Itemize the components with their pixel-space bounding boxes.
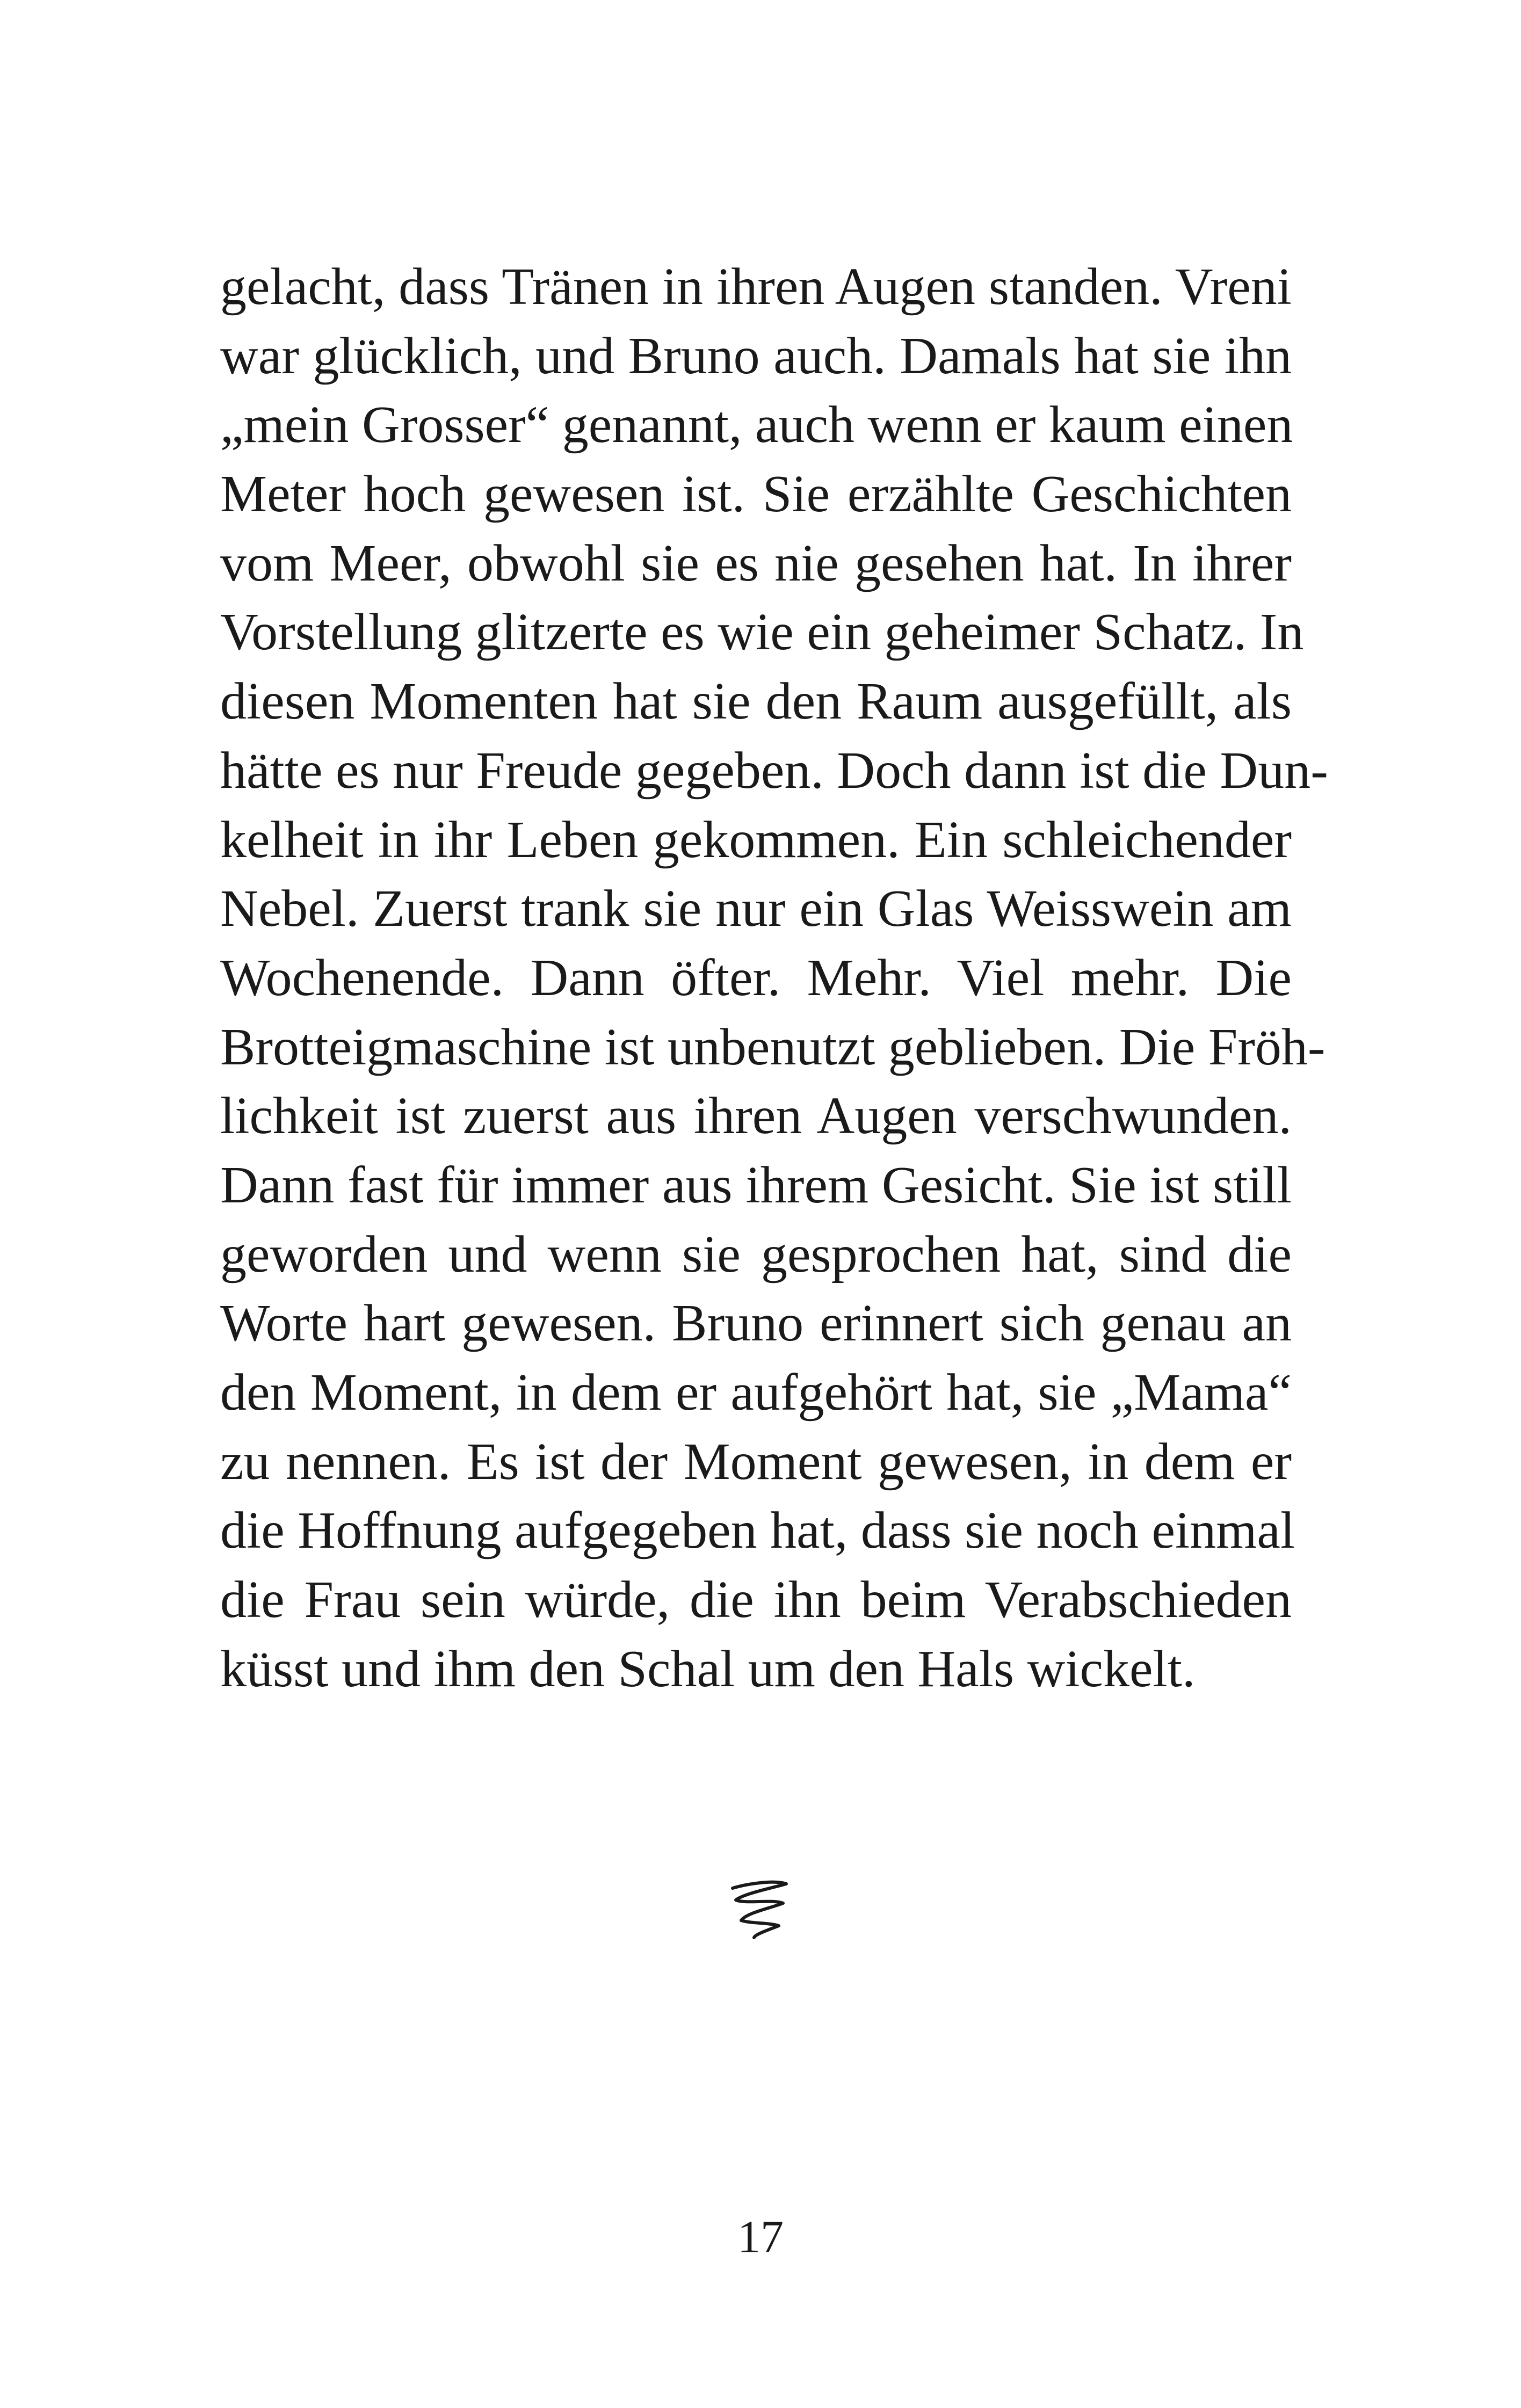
text-line: Wochenende. Dann öfter. Mehr. Viel mehr. Die xyxy=(220,948,1292,1007)
text-line: geworden und wenn sie gesprochen hat, sind die xyxy=(220,1225,1292,1283)
text-line: Vorstellung glitzerte es wie ein geheimer Schatz. In xyxy=(220,603,1304,662)
text-line: gelacht, dass Tränen in ihren Augen standen. Vreni xyxy=(220,258,1292,316)
text-line: Dann fast für immer aus ihrem Gesicht. Sie ist still xyxy=(220,1156,1292,1214)
page-number: 17 xyxy=(737,2211,784,2262)
text-line: Brotteigmaschine ist unbenutzt geblieben. Die Fröh- xyxy=(220,1018,1326,1076)
text-line: küsst und ihm den Schal um den Hals wickelt. xyxy=(220,1640,1196,1698)
body-text xyxy=(220,252,1328,1703)
text-line: die Hoffnung aufgegeben hat, dass sie noch einmal xyxy=(220,1502,1295,1560)
text-line: vom Meer, obwohl sie es nie gesehen hat. In ihrer xyxy=(220,534,1292,592)
text-line: die Frau sein würde, die ihn beim Verabschieden xyxy=(220,1571,1292,1629)
text-line: hätte es nur Freude gegeben. Doch dann ist die Dun- xyxy=(220,741,1328,800)
text-line: zu nennen. Es ist der Moment gewesen, in dem er xyxy=(220,1432,1292,1491)
squiggle-ornament-icon xyxy=(723,1874,798,1949)
text-line: war glücklich, und Bruno auch. Damals hat sie ihn xyxy=(220,327,1292,385)
text-line: Meter hoch gewesen ist. Sie erzählte Geschichten xyxy=(220,465,1292,524)
text-line: diesen Momenten hat sie den Raum ausgefüllt, als xyxy=(220,672,1292,731)
text-line: lichkeit ist zuerst aus ihren Augen verschwunden. xyxy=(220,1087,1292,1145)
text-line: Nebel. Zuerst trank sie nur ein Glas Weisswein am xyxy=(220,880,1292,938)
text-line: kelheit in ihr Leben gekommen. Ein schleichender xyxy=(220,810,1292,869)
text-line: den Moment, in dem er aufgehört hat, sie „Mama“ xyxy=(220,1363,1292,1421)
text-line: „mein Grosser“ genannt, auch wenn er kaum einen xyxy=(220,396,1293,454)
text-line: Worte hart gewesen. Bruno erinnert sich genau an xyxy=(220,1294,1292,1353)
